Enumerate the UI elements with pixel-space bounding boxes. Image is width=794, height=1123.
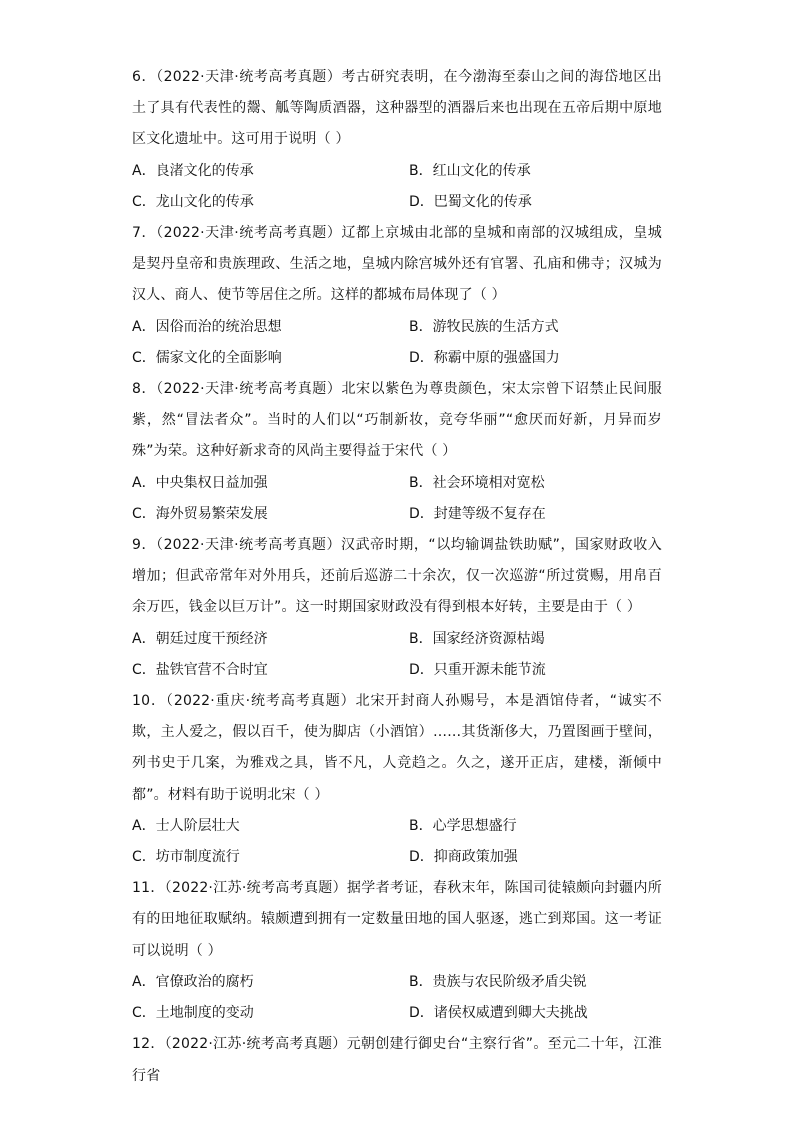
question-stem: 7．（2022·天津·统考高考真题）辽都上京城由北部的皇城和南部的汉城组成，皇城是契丹皇帝和贵族理政、生活之地，皇城内除宫城外还有官署、孔庙和佛寺；汉城为汉人、商人、使节等居住之所。这样的都城布局体现了（ ） [132,225,662,304]
question-11 [132,873,662,1029]
option-a[interactable]: A．良渚文化的传承 [132,162,254,179]
answer-options [132,312,662,374]
question-9 [132,530,662,686]
option-c[interactable]: C．坊市制度流行 [132,849,240,866]
option-a[interactable]: A．官僚政治的腐朽 [132,973,254,990]
option-c[interactable]: C．盐铁官营不合时宜 [132,661,268,678]
option-b[interactable]: B．游牧民族的生活方式 [409,318,559,335]
option-c[interactable]: C．土地制度的变动 [132,1005,254,1022]
question-stem: 9．（2022·天津·统考高考真题）汉武帝时期，“以均输调盐铁助赋”，国家财政收入增加；但武帝常年对外用兵，还前后巡游二十余次，仅一次巡游“所过赏赐，用帛百余万匹，钱金以巨万计”。这一时期国家财政没有得到根本好转，主要是由于（ ） [132,537,662,616]
option-d[interactable]: D．封建等级不复存在 [409,505,546,522]
answer-options [132,624,662,686]
question-12 [132,1029,662,1091]
option-b[interactable]: B．贵族与农民阶级矛盾尖锐 [409,973,587,990]
option-a[interactable]: A．因俗而治的统治思想 [132,318,282,335]
option-d[interactable]: D．只重开源未能节流 [409,661,546,678]
option-b[interactable]: B．红山文化的传承 [409,162,531,179]
question-stem: 11．（2022·江苏·统考高考真题）据学者考证，春秋末年，陈国司徒辕颇向封疆内所有的田地征取赋纳。辕颇遭到拥有一定数量田地的国人驱逐，逃亡到郑国。这一考证可以说明（ ） [132,880,662,959]
question-stem: 10．（2022·重庆·统考高考真题）北宋开封商人孙赐号，本是酒馆侍者，“诚实不欺，主人爱之，假以百千，使为脚店（小酒馆）……其货渐侈大，乃置图画于壁间，列书史于几案，为雅戏之具，皆不凡，人竞趋之。久之，遂开正店，建楼，渐倾中都”。材料有助于说明北宋（ ） [132,693,662,803]
question-8 [132,374,662,530]
question-10 [132,686,662,873]
question-stem: 12．（2022·江苏·统考高考真题）元朝创建行御史台“主察行省”。至元二十年，江淮行省 [132,1036,662,1084]
question-stem: 8．（2022·天津·统考高考真题）北宋以紫色为尊贵颜色，宋太宗曾下诏禁止民间服紫，然“冒法者众”。当时的人们以“巧制新妆，竞夸华丽”“愈厌而好新，月异而岁殊”为荣。这种好新求奇的风尚主要得益于宋代（ ） [132,381,662,460]
answer-options [132,156,662,218]
question-stem: 6．（2022·天津·统考高考真题）考古研究表明，在今渤海至泰山之间的海岱地区出土了具有代表性的鬶、觚等陶质酒器，这种器型的酒器后来也出现在五帝后期中原地区文化遗址中。这可用于说明（ ） [132,69,662,148]
option-d[interactable]: D．巴蜀文化的传承 [409,193,532,210]
option-a[interactable]: A．士人阶层壮大 [132,817,240,834]
option-c[interactable]: C．海外贸易繁荣发展 [132,505,268,522]
exam-page [132,62,662,1092]
question-6 [132,62,662,218]
option-b[interactable]: B．心学思想盛行 [409,817,517,834]
option-a[interactable]: A．中央集权日益加强 [132,474,268,491]
option-a[interactable]: A．朝廷过度干预经济 [132,630,268,647]
option-d[interactable]: D．称霸中原的强盛国力 [409,349,560,366]
option-b[interactable]: B．社会环境相对宽松 [409,474,545,491]
option-d[interactable]: D．抑商政策加强 [409,849,518,866]
answer-options [132,967,662,1029]
option-c[interactable]: C．龙山文化的传承 [132,193,254,210]
option-b[interactable]: B．国家经济资源枯竭 [409,630,545,647]
option-c[interactable]: C．儒家文化的全面影响 [132,349,282,366]
question-7 [132,218,662,374]
answer-options [132,468,662,530]
answer-options [132,811,662,873]
option-d[interactable]: D．诸侯权威遭到卿大夫挑战 [409,1005,588,1022]
